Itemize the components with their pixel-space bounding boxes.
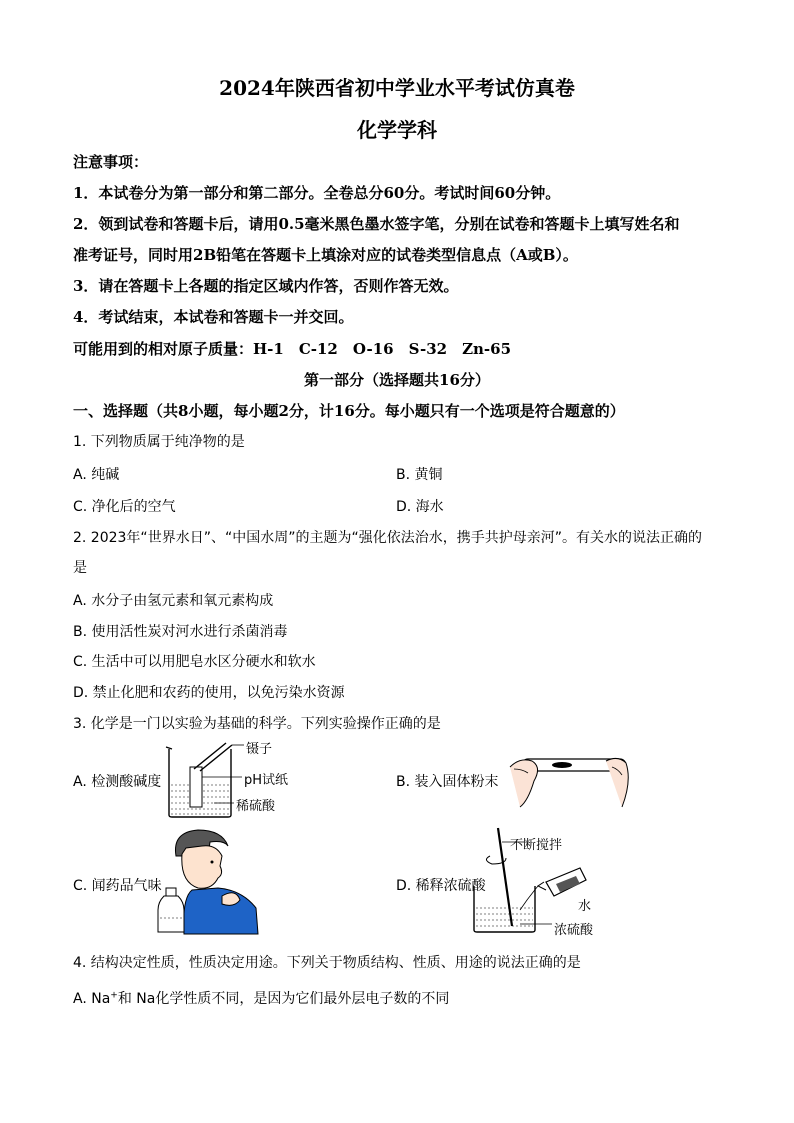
q4-option-a-prefix: A. Na bbox=[73, 991, 111, 1007]
note-item-1: 1．本试卷分为第一部分和第二部分。全卷总分60分。考试时间60分钟。 bbox=[73, 184, 561, 202]
q3-option-a: A. 检测酸碱度 bbox=[73, 774, 162, 790]
q2-option-a: A. 水分子由氢元素和氧元素构成 bbox=[73, 593, 274, 609]
note-item-4: 4．考试结束，本试卷和答题卡一并交回。 bbox=[73, 308, 354, 326]
subject-title: 化学学科 bbox=[357, 118, 437, 142]
q2-option-c: C. 生活中可以用肥皂水区分硬水和软水 bbox=[73, 654, 316, 670]
q1-option-d: D. 海水 bbox=[396, 499, 444, 515]
part1-title: 第一部分（选择题共16分） bbox=[304, 371, 490, 389]
q2-stem: 2. 2023年“世界水日”、“中国水周”的主题为“强化依法治水，携手共护母亲河”。有关水的说法正确的 bbox=[73, 530, 702, 546]
q1-option-c: C. 净化后的空气 bbox=[73, 499, 176, 515]
powder-loading-figure bbox=[508, 747, 632, 809]
label-ph-paper: pH试纸 bbox=[244, 773, 289, 788]
q2-stem-cont: 是 bbox=[73, 560, 87, 576]
q3-option-b: B. 装入固体粉末 bbox=[396, 774, 499, 790]
q4-option-a bbox=[73, 988, 449, 1008]
q3-stem: 3. 化学是一门以实验为基础的科学。下列实验操作正确的是 bbox=[73, 716, 441, 732]
note-item-2: 2．领到试卷和答题卡后，请用0.5毫米黑色墨水签字笔，分别在试卷和答题卡上填写姓名和 bbox=[73, 215, 680, 233]
label-water: 水 bbox=[578, 899, 592, 914]
atomic-masses: 可能用到的相对原子质量：H-1 C-12 O-16 S-32 Zn-65 bbox=[73, 340, 512, 358]
q3-option-c: C. 闻药品气味 bbox=[73, 878, 162, 894]
q4-superscript: + bbox=[110, 990, 118, 1001]
q4-stem: 4. 结构决定性质，性质决定用途。下列关于物质结构、性质、用途的说法正确的是 bbox=[73, 955, 581, 971]
label-conc-acid: 浓硫酸 bbox=[554, 923, 594, 938]
smelling-figure bbox=[162, 826, 258, 934]
section-heading: 一、选择题（共8小题，每小题2分，计16分。每小题只有一个选项是符合题意的） bbox=[73, 402, 625, 420]
q2-option-d: D. 禁止化肥和农药的使用，以免污染水资源 bbox=[73, 685, 345, 701]
q2-option-b: B. 使用活性炭对河水进行杀菌消毒 bbox=[73, 624, 288, 640]
q1-option-b: B. 黄铜 bbox=[396, 467, 443, 483]
q1-stem: 1. 下列物质属于纯净物的是 bbox=[73, 434, 245, 450]
label-tweezers: 镊子 bbox=[246, 742, 273, 757]
exam-title: 2024年陕西省初中学业水平考试仿真卷 bbox=[219, 76, 575, 100]
q4-option-a-rest: 化学性质不同，是因为它们最外层电子数的不同 bbox=[155, 991, 450, 1007]
label-stirring: 不断搅拌 bbox=[510, 838, 563, 853]
note-item-3: 3．请在答题卡上各题的指定区域内作答，否则作答无效。 bbox=[73, 277, 459, 295]
note-item-2-cont: 准考证号，同时用2B铅笔在答题卡上填涂对应的试卷类型信息点（A或B）。 bbox=[73, 246, 578, 264]
q1-option-a: A. 纯碱 bbox=[73, 467, 120, 483]
label-dilute-acid: 稀硫酸 bbox=[236, 799, 276, 814]
q4-option-a-mid: 和 Na bbox=[117, 991, 156, 1007]
q3-option-d: D. 稀释浓硫酸 bbox=[396, 878, 486, 894]
notes-heading: 注意事项： bbox=[73, 153, 149, 171]
